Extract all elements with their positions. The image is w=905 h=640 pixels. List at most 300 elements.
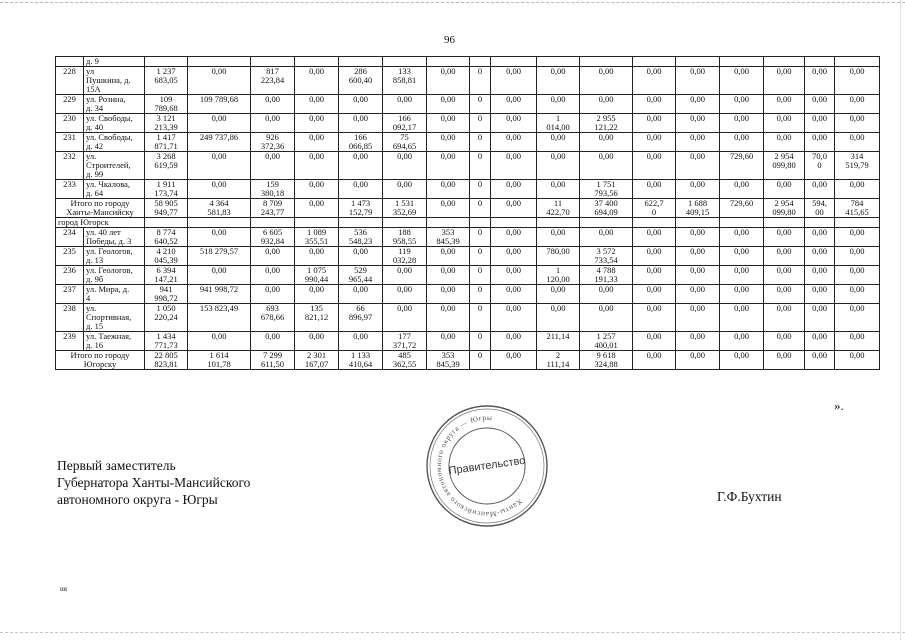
table-cell — [251, 218, 295, 228]
value-cell: 159 380,18 — [251, 180, 295, 199]
table-row — [56, 133, 880, 152]
table-cell — [805, 218, 835, 228]
total-value-cell: 0,00 — [427, 199, 470, 218]
value-cell: 2 955 121,22 — [580, 114, 633, 133]
total-value-cell: 0,00 — [491, 199, 537, 218]
value-cell: 0,00 — [580, 304, 633, 332]
table-cell — [720, 218, 764, 228]
total-value-cell: 485 362,55 — [383, 351, 427, 370]
total-value-cell: 8 709 243,77 — [251, 199, 295, 218]
value-cell: 0,00 — [295, 180, 339, 199]
value-cell: 0,00 — [720, 332, 764, 351]
value-cell: 1 751 793,56 — [580, 180, 633, 199]
value-cell: 0,00 — [491, 133, 537, 152]
value-cell: 0,00 — [805, 114, 835, 133]
value-cell: 0,00 — [805, 67, 835, 95]
value-cell: 0,00 — [805, 304, 835, 332]
value-cell: 729,60 — [720, 152, 764, 180]
row-number-cell: 232 — [56, 152, 84, 180]
value-cell: 0,00 — [764, 133, 805, 152]
value-cell — [383, 57, 427, 67]
value-cell: 0 — [470, 95, 491, 114]
value-cell — [427, 57, 470, 67]
value-cell: 0,00 — [251, 95, 295, 114]
table-total-row — [56, 199, 880, 218]
value-cell: 0,00 — [720, 67, 764, 95]
value-cell: 0,00 — [295, 332, 339, 351]
value-cell: 0,00 — [633, 67, 676, 95]
value-cell — [295, 57, 339, 67]
value-cell: 0,00 — [427, 114, 470, 133]
value-cell: 177 371,72 — [383, 332, 427, 351]
value-cell: 0 — [470, 247, 491, 266]
value-cell — [537, 57, 580, 67]
value-cell: 0,00 — [805, 332, 835, 351]
value-cell: 0,00 — [676, 180, 720, 199]
table-row — [56, 266, 880, 285]
table-cell — [188, 218, 251, 228]
value-cell: 0,00 — [491, 285, 537, 304]
value-cell: 0,00 — [720, 285, 764, 304]
value-cell: 0,00 — [720, 247, 764, 266]
value-cell: 135 821,12 — [295, 304, 339, 332]
value-cell: 0,00 — [720, 228, 764, 247]
value-cell: 0,00 — [427, 304, 470, 332]
value-cell: 0,00 — [633, 332, 676, 351]
table-row — [56, 332, 880, 351]
value-cell: 0,00 — [339, 114, 383, 133]
value-cell: 6 605 932,84 — [251, 228, 295, 247]
value-cell: 0,00 — [295, 67, 339, 95]
total-label: Итого по городу Ханты-Мансийску — [56, 199, 145, 218]
table-row — [56, 180, 880, 199]
table-cell — [383, 218, 427, 228]
value-cell: 529 965,44 — [339, 266, 383, 285]
value-cell: 0,00 — [835, 285, 880, 304]
table-cell — [835, 218, 880, 228]
row-number-cell: 235 — [56, 247, 84, 266]
value-cell: 0,00 — [805, 228, 835, 247]
value-cell: 0,00 — [633, 228, 676, 247]
value-cell: 0,00 — [676, 114, 720, 133]
value-cell: 0,00 — [188, 180, 251, 199]
value-cell: 109 789,68 — [188, 95, 251, 114]
value-cell — [470, 57, 491, 67]
table-row — [56, 285, 880, 304]
value-cell: 0,00 — [427, 247, 470, 266]
value-cell: 0,00 — [383, 304, 427, 332]
value-cell: 0,00 — [580, 228, 633, 247]
value-cell: 0,00 — [491, 67, 537, 95]
value-cell: 0,00 — [720, 133, 764, 152]
table-cell — [537, 218, 580, 228]
value-cell: 0,00 — [383, 152, 427, 180]
address-cell: ул. Геологов, д. 13 — [84, 247, 145, 266]
value-cell: 0,00 — [491, 247, 537, 266]
address-cell: ул. Свободы, д. 40 — [84, 114, 145, 133]
value-cell — [720, 57, 764, 67]
address-cell: ул Пушкина, д. 15А — [84, 67, 145, 95]
total-value-cell: 0 — [470, 199, 491, 218]
value-cell: 0,00 — [805, 133, 835, 152]
address-cell: ул. Геологов, д. 9б — [84, 266, 145, 285]
value-cell: 1 120,00 — [537, 266, 580, 285]
value-cell — [835, 57, 880, 67]
total-value-cell: 22 805 823,81 — [145, 351, 188, 370]
value-cell: 0,00 — [633, 285, 676, 304]
value-cell: 0,00 — [764, 266, 805, 285]
value-cell: 3 268 619,59 — [145, 152, 188, 180]
value-cell: 119 032,28 — [383, 247, 427, 266]
table-row — [56, 228, 880, 247]
value-cell: 249 737,86 — [188, 133, 251, 152]
value-cell: 0,00 — [251, 247, 295, 266]
value-cell: 0,00 — [383, 180, 427, 199]
value-cell: 0,00 — [633, 133, 676, 152]
value-cell: 0,00 — [764, 228, 805, 247]
value-cell: 0,00 — [427, 332, 470, 351]
value-cell: 0,00 — [188, 152, 251, 180]
value-cell: 0,00 — [764, 95, 805, 114]
value-cell: 1 237 683,05 — [145, 67, 188, 95]
total-value-cell: 594, 00 — [805, 199, 835, 218]
value-cell: 0,00 — [835, 304, 880, 332]
total-value-cell: 0,00 — [835, 351, 880, 370]
table-cell — [633, 218, 676, 228]
table-row — [56, 304, 880, 332]
value-cell: 0,00 — [339, 180, 383, 199]
value-cell: 0,00 — [835, 228, 880, 247]
signer-position-line-3: автономного округа - Югры — [57, 492, 218, 507]
value-cell: 1 417 871,71 — [145, 133, 188, 152]
total-value-cell: 1 531 352,69 — [383, 199, 427, 218]
value-cell: 0,00 — [676, 133, 720, 152]
value-cell: 0,00 — [764, 67, 805, 95]
value-cell: 0,00 — [537, 95, 580, 114]
table-cell — [491, 218, 537, 228]
value-cell: 0,00 — [188, 114, 251, 133]
value-cell: 0,00 — [491, 152, 537, 180]
value-cell: 780,00 — [537, 247, 580, 266]
signer-block — [57, 457, 250, 508]
closing-quote-mark: ». — [834, 398, 844, 413]
value-cell: 4 788 191,33 — [580, 266, 633, 285]
signature-name: Г.Ф.Бухтин — [717, 489, 782, 504]
value-cell: 0,00 — [339, 247, 383, 266]
total-value-cell: 1 688 409,15 — [676, 199, 720, 218]
value-cell: 1 434 771,73 — [145, 332, 188, 351]
address-cell: ул. Строителей, д. 99 — [84, 152, 145, 180]
value-cell: 353 845,39 — [427, 228, 470, 247]
total-value-cell: 2 111,14 — [537, 351, 580, 370]
value-cell: 817 223,84 — [251, 67, 295, 95]
value-cell: 166 066,85 — [339, 133, 383, 152]
value-cell: 0,00 — [537, 180, 580, 199]
total-value-cell: 0,00 — [295, 199, 339, 218]
value-cell: 536 548,23 — [339, 228, 383, 247]
value-cell: 0,00 — [537, 285, 580, 304]
value-cell: 0,00 — [383, 285, 427, 304]
value-cell: 0,00 — [339, 332, 383, 351]
value-cell: 0,00 — [427, 95, 470, 114]
table-cell — [676, 218, 720, 228]
value-cell: 0,00 — [537, 228, 580, 247]
table-continuation-row — [56, 57, 880, 67]
value-cell: 1 257 400,01 — [580, 332, 633, 351]
value-cell: 0,00 — [580, 67, 633, 95]
value-cell: 0,00 — [427, 133, 470, 152]
value-cell: 0,00 — [491, 114, 537, 133]
value-cell: 109 789,68 — [145, 95, 188, 114]
value-cell: 66 896,97 — [339, 304, 383, 332]
value-cell: 0,00 — [835, 180, 880, 199]
value-cell: 518 279,57 — [188, 247, 251, 266]
value-cell — [339, 57, 383, 67]
row-number-cell: 238 — [56, 304, 84, 332]
address-cell: ул. Таежная, д. 16 — [84, 332, 145, 351]
value-cell: 0,00 — [676, 266, 720, 285]
value-cell: 3 572 733,54 — [580, 247, 633, 266]
value-cell: 0 — [470, 304, 491, 332]
row-number-cell: 237 — [56, 285, 84, 304]
value-cell: 0 — [470, 180, 491, 199]
value-cell: 0 — [470, 67, 491, 95]
value-cell: 0 — [470, 332, 491, 351]
value-cell: 0,00 — [491, 266, 537, 285]
total-value-cell: 1 473 152,79 — [339, 199, 383, 218]
value-cell: 941 998,72 — [188, 285, 251, 304]
value-cell: 0,00 — [427, 180, 470, 199]
value-cell — [580, 57, 633, 67]
value-cell — [491, 57, 537, 67]
value-cell: 0,00 — [805, 95, 835, 114]
value-cell: 211,14 — [537, 332, 580, 351]
address-cell: ул. 40 лет Победы, д. 3 — [84, 228, 145, 247]
total-value-cell: 2 954 099,80 — [764, 199, 805, 218]
scan-edge-top — [0, 2, 905, 3]
value-cell: 0,00 — [295, 95, 339, 114]
value-cell: 0,00 — [580, 285, 633, 304]
total-label: Итого по городу Югорску — [56, 351, 145, 370]
total-value-cell: 0,00 — [720, 351, 764, 370]
value-cell: 0,00 — [339, 285, 383, 304]
total-value-cell: 4 364 581,83 — [188, 199, 251, 218]
total-value-cell: 0,00 — [764, 351, 805, 370]
value-cell — [805, 57, 835, 67]
value-cell: 0,00 — [188, 228, 251, 247]
footnote-mark: ия — [60, 585, 67, 593]
value-cell: 1 075 990,44 — [295, 266, 339, 285]
value-cell: 0,00 — [251, 266, 295, 285]
total-value-cell: 622,7 0 — [633, 199, 676, 218]
value-cell: 0,00 — [251, 152, 295, 180]
table-row — [56, 247, 880, 266]
value-cell: 0,00 — [537, 133, 580, 152]
value-cell: 0,00 — [835, 133, 880, 152]
table-cell — [764, 218, 805, 228]
value-cell: 0,00 — [537, 304, 580, 332]
total-value-cell: 9 618 324,88 — [580, 351, 633, 370]
value-cell: 0,00 — [491, 180, 537, 199]
value-cell: 0,00 — [295, 114, 339, 133]
address-cell: ул. Чкалова, д. 64 — [84, 180, 145, 199]
table-cell — [295, 218, 339, 228]
value-cell: 1 089 355,51 — [295, 228, 339, 247]
total-value-cell: 353 845,39 — [427, 351, 470, 370]
value-cell: 0,00 — [805, 180, 835, 199]
value-cell: 0,00 — [676, 332, 720, 351]
address-cell: д. 9 — [84, 57, 145, 67]
value-cell: 0,00 — [633, 114, 676, 133]
register-table — [55, 56, 880, 370]
value-cell: 0,00 — [633, 266, 676, 285]
total-value-cell: 37 400 694,09 — [580, 199, 633, 218]
table-cell — [580, 218, 633, 228]
table-cell — [339, 218, 383, 228]
value-cell: 0,00 — [580, 133, 633, 152]
value-cell: 0,00 — [427, 266, 470, 285]
value-cell — [633, 57, 676, 67]
total-value-cell: 11 422,70 — [537, 199, 580, 218]
value-cell: 0,00 — [580, 152, 633, 180]
value-cell: 0,00 — [633, 304, 676, 332]
value-cell — [251, 57, 295, 67]
table-row — [56, 152, 880, 180]
scan-edge-bottom — [0, 632, 905, 633]
value-cell: 2 954 099,80 — [764, 152, 805, 180]
value-cell: 0,00 — [764, 285, 805, 304]
value-cell: 0,00 — [764, 180, 805, 199]
total-value-cell: 1 133 410,64 — [339, 351, 383, 370]
value-cell: 0,00 — [676, 67, 720, 95]
total-value-cell: 7 299 611,50 — [251, 351, 295, 370]
row-number-cell: 234 — [56, 228, 84, 247]
row-number-cell — [56, 57, 84, 67]
value-cell: 8 774 640,52 — [145, 228, 188, 247]
value-cell: 0,00 — [491, 228, 537, 247]
value-cell: 0,00 — [339, 152, 383, 180]
address-cell: ул. Розина, д. 34 — [84, 95, 145, 114]
total-value-cell: 1 614 101,78 — [188, 351, 251, 370]
address-cell: ул. Спортивная, д. 15 — [84, 304, 145, 332]
value-cell: 0,00 — [295, 285, 339, 304]
value-cell: 0,00 — [295, 247, 339, 266]
total-value-cell: 0 — [470, 351, 491, 370]
value-cell: 0,00 — [251, 114, 295, 133]
value-cell: 1 911 173,74 — [145, 180, 188, 199]
value-cell: 0,00 — [764, 247, 805, 266]
value-cell: 286 600,40 — [339, 67, 383, 95]
value-cell: 0,00 — [251, 285, 295, 304]
value-cell: 0,00 — [676, 285, 720, 304]
total-value-cell: 0,00 — [491, 351, 537, 370]
value-cell: 0,00 — [339, 95, 383, 114]
value-cell: 0,00 — [188, 266, 251, 285]
value-cell: 0,00 — [720, 180, 764, 199]
table-row — [56, 95, 880, 114]
table-row — [56, 114, 880, 133]
value-cell: 0,00 — [676, 228, 720, 247]
value-cell: 0,00 — [537, 67, 580, 95]
value-cell — [764, 57, 805, 67]
value-cell: 0,00 — [835, 114, 880, 133]
value-cell: 0 — [470, 133, 491, 152]
value-cell: 0,00 — [633, 95, 676, 114]
table-section-row — [56, 218, 880, 228]
value-cell: 0,00 — [676, 95, 720, 114]
value-cell: 0,00 — [251, 332, 295, 351]
value-cell: 0,00 — [676, 152, 720, 180]
row-number-cell: 239 — [56, 332, 84, 351]
total-value-cell: 729,60 — [720, 199, 764, 218]
value-cell: 0,00 — [835, 95, 880, 114]
value-cell: 0 — [470, 285, 491, 304]
value-cell: 133 858,81 — [383, 67, 427, 95]
value-cell: 0,00 — [491, 304, 537, 332]
value-cell: 0,00 — [764, 114, 805, 133]
value-cell — [145, 57, 188, 67]
value-cell — [676, 57, 720, 67]
table-cell — [470, 218, 491, 228]
value-cell: 0,00 — [383, 266, 427, 285]
value-cell: 0,00 — [383, 95, 427, 114]
value-cell: 0,00 — [805, 266, 835, 285]
row-number-cell: 228 — [56, 67, 84, 95]
value-cell: 0,00 — [427, 152, 470, 180]
value-cell: 0 — [470, 228, 491, 247]
value-cell: 0 — [470, 114, 491, 133]
address-cell: ул. Свободы, д. 42 — [84, 133, 145, 152]
scan-edge-right — [900, 0, 901, 640]
value-cell — [188, 57, 251, 67]
value-cell: 166 092,17 — [383, 114, 427, 133]
value-cell: 0,00 — [633, 152, 676, 180]
value-cell: 0,00 — [427, 285, 470, 304]
value-cell: 0,00 — [835, 247, 880, 266]
table-cell — [427, 218, 470, 228]
value-cell: 0,00 — [764, 304, 805, 332]
value-cell: 314 519,79 — [835, 152, 880, 180]
value-cell: 0,00 — [835, 67, 880, 95]
row-number-cell: 230 — [56, 114, 84, 133]
section-heading: город Югорск — [56, 218, 145, 228]
value-cell: 0,00 — [427, 67, 470, 95]
address-cell: ул. Мира, д. 4 — [84, 285, 145, 304]
value-cell: 0,00 — [764, 332, 805, 351]
value-cell: 0,00 — [491, 332, 537, 351]
total-value-cell: 0,00 — [676, 351, 720, 370]
value-cell: 693 678,66 — [251, 304, 295, 332]
value-cell: 0,00 — [491, 95, 537, 114]
value-cell: 1 050 220,24 — [145, 304, 188, 332]
table-total-row — [56, 351, 880, 370]
value-cell: 6 394 147,21 — [145, 266, 188, 285]
signer-position-line-2: Губернатора Ханты-Мансийского — [57, 475, 251, 490]
value-cell: 0,00 — [835, 266, 880, 285]
value-cell: 0,00 — [633, 180, 676, 199]
svg-text:Ханты-Мансийского автономного: Ханты-Мансийского автономного округа — Югры — [433, 412, 525, 520]
row-number-cell: 236 — [56, 266, 84, 285]
total-value-cell: 58 905 949,77 — [145, 199, 188, 218]
value-cell: 926 372,36 — [251, 133, 295, 152]
page-number: 96 — [444, 34, 455, 46]
value-cell: 1 014,00 — [537, 114, 580, 133]
total-value-cell: 0,00 — [805, 351, 835, 370]
official-seal-stamp — [425, 404, 549, 528]
value-cell: 0,00 — [295, 133, 339, 152]
value-cell: 0,00 — [720, 266, 764, 285]
value-cell: 0,00 — [720, 114, 764, 133]
